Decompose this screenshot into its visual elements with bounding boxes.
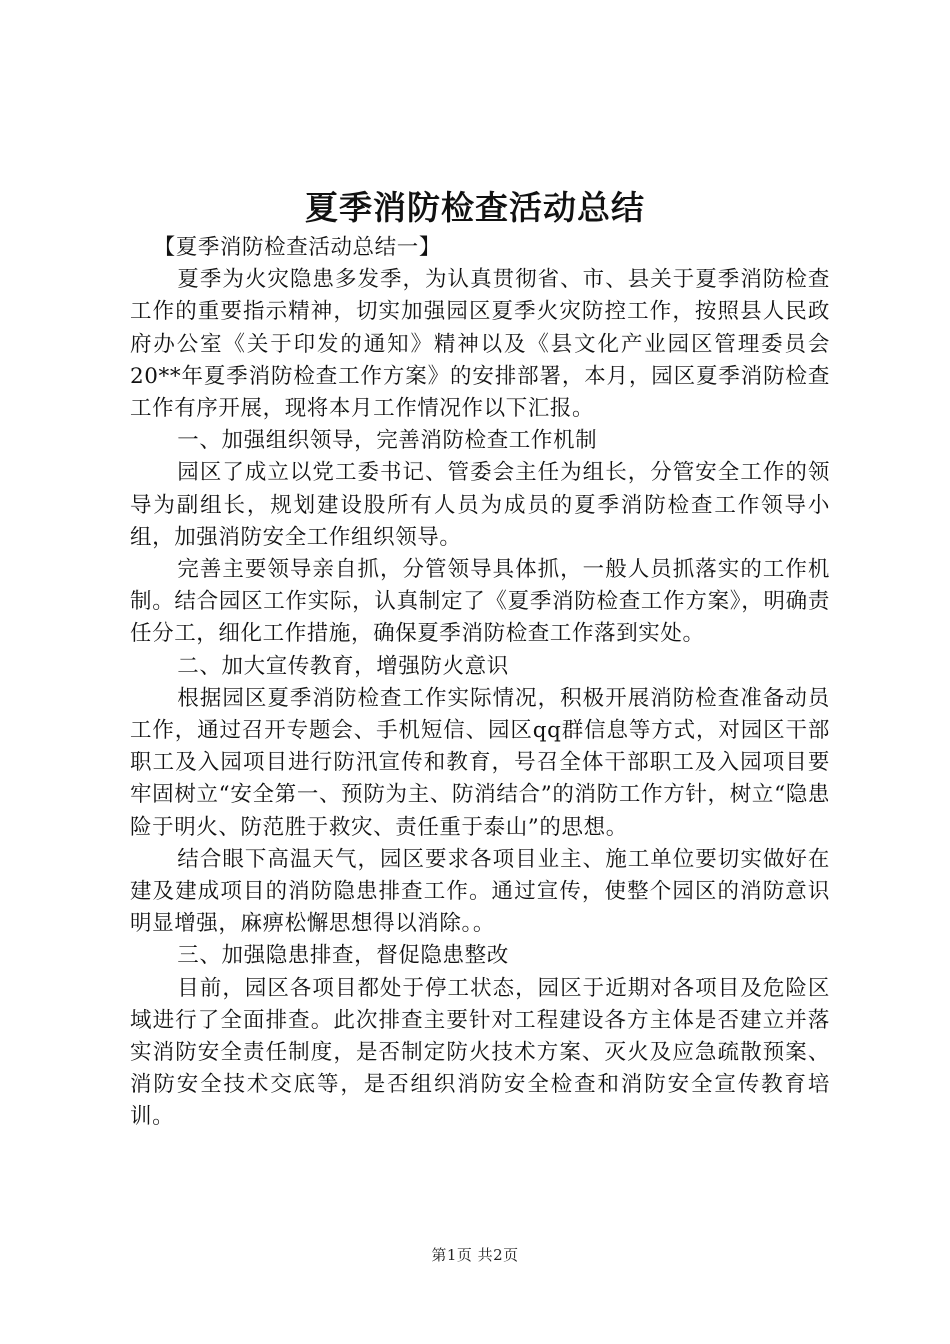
heading-section-1: 一、加强组织领导，完善消防检查工作机制 [177,428,598,454]
paragraph-section-1a: 园区了成立以党工委书记、管委会主任为组长，分管安全工作的领导为副组长，规划建设股所有人员为成员的夏季消防检查工作领导小组，加强消防安全工作组织领导。 [130,460,830,550]
heading-section-3: 三、加强隐患排查，督促隐患整改 [177,943,509,969]
paragraph-intro: 夏季为火灾隐患多发季，为认真贯彻省、市、县关于夏季消防检查工作的重要指示精神，切实加强园区夏季火灾防控工作，按照县人民政府办公室《关于印发的通知》精神以及《县文化产业园区管理委员会20**年夏季消防检查工作方案》的安排部署，本月，园区夏季消防检查工作有序开展，现将本月工作情况作以下汇报。 [130,267,830,422]
document-body [130,232,830,1134]
paragraph-section-1b: 完善主要领导亲自抓，分管领导具体抓，一般人员抓落实的工作机制。结合园区工作实际，认真制定了《夏季消防检查工作方案》，明确责任分工，细化工作措施，确保夏季消防检查工作落到实处。 [130,557,830,647]
paragraph-section-3a: 目前，园区各项目都处于停工状态，园区于近期对各项目及危险区域进行了全面排查。此次排查主要针对工程建设各方主体是否建立并落实消防安全责任制度，是否制定防火技术方案、灭火及应急疏散预案、消防安全技术交底等，是否组织消防安全检查和消防安全宣传教育培训。 [130,975,830,1130]
page-title: 夏季消防检查活动总结 [305,188,645,227]
paragraph-section-2b: 结合眼下高温天气，园区要求各项目业主、施工单位要切实做好在建及建成项目的消防隐患排查工作。通过宣传，使整个园区的消防意识明显增强，麻痹松懈思想得以消除。。 [130,846,830,937]
paragraph-section-2a: 根据园区夏季消防检查工作实际情况，积极开展消防检查准备动员工作，通过召开专题会、手机短信、园区qq群信息等方式，对园区干部职工及入园项目进行防汛宣传和教育，号召全体干部职工及入园项目要牢固树立“安全第一、预防为主、防消结合”的消防工作方针，树立“隐患险于明火、防范胜于救灾、责任重于泰山”的思想。 [130,685,830,840]
section-subtitle: 【夏季消防检查活动总结一】 [153,235,441,260]
page-footer: 第1页 共2页 [431,1246,519,1264]
heading-section-2: 二、加大宣传教育，增强防火意识 [177,653,509,679]
